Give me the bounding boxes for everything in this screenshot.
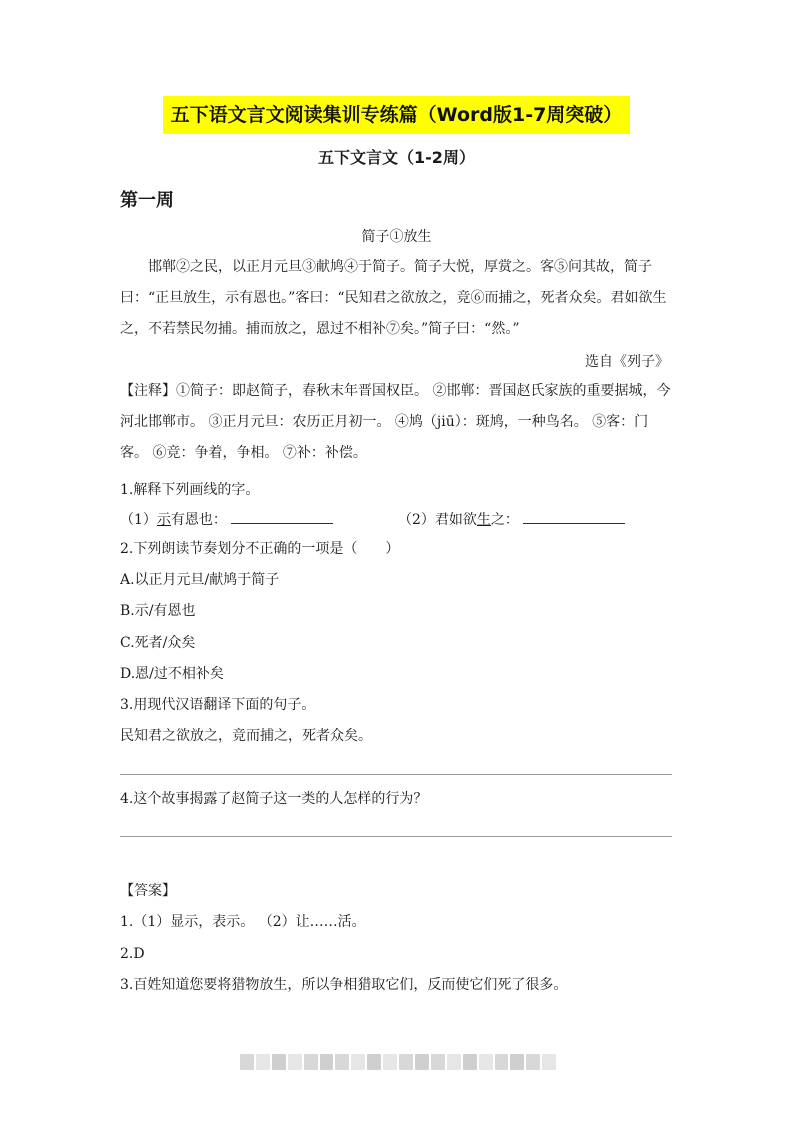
question-1-part-a [120,507,333,532]
q1b-prefix: （2）君如欲 [398,512,477,528]
document-title: 五下语文言文阅读集训专练篇（Word版1-7周突破） [163,96,631,134]
answer-line-3[interactable] [120,774,672,775]
answer-1: 1.（1）显示，表示。 （2）让……活。 [120,914,366,930]
week-heading: 第一周 [120,190,174,211]
question-2-option-d: D.恩/过不相补矣 [120,666,224,682]
question-2-prompt: 2.下列朗读节奏划分不正确的一项是（ ） [120,541,400,557]
passage-title: 简子①放生 [361,229,432,245]
q1a-underlined-char: 示 [156,512,171,528]
question-3-sentence: 民知君之欲放之，竞而捕之，死者众矣。 [120,728,372,744]
question-1-prompt: 1.解释下列画线的字。 [120,482,260,498]
document-subtitle: 五下文言文（1-2周） [318,148,475,167]
title-wrap [0,96,793,134]
answer-2: 2.D [120,946,145,962]
q1a-prefix: （1） [120,512,157,528]
answers-heading: 【答案】 [120,883,176,899]
notes-text: 【注释】①简子：即赵简子，春秋末年晋国权臣。 ②邯郸：晋国赵氏家族的重要据城，今河北邯郸市。 ③正月元旦：农历正月初一。 ④鸠（jiū）：斑鸠，一种鸟名。 ⑤客：门客。 ⑥竞：争着，争相。 ⑦补：补偿。 [120,383,671,461]
question-1-part-b [398,507,625,532]
passage-text: 邯郸②之民，以正月元旦③献鸠④于简子。简子大悦，厚赏之。客⑤问其故，简子曰：“正旦放生，示有恩也。”客曰：“民知君之欲放之，竞⑥而捕之，死者众矣。君如欲生之，不若禁民勿捕。捕而放之，恩过不相补⑦矣。”简子曰：“然。” [120,259,667,337]
blurred-footer-watermark [240,1054,556,1070]
question-2-option-b: B.示/有恩也 [120,603,196,619]
answer-line-4[interactable] [120,836,672,837]
q1b-underlined-char: 生 [476,512,491,528]
q1b-answer-blank[interactable] [523,507,625,524]
question-4-prompt: 4.这个故事揭露了赵简子这一类的人怎样的行为？ [120,791,428,807]
q1a-suffix: 有恩也： [170,512,227,528]
question-2-option-c: C.死者/众矣 [120,635,196,651]
answer-3: 3.百姓知道您要将猎物放生，所以争相猎取它们，反而使它们死了很多。 [120,977,568,993]
question-3-prompt: 3.用现代汉语翻译下面的句子。 [120,697,316,713]
question-2-option-a: A.以正月元旦/献鸠于简子 [120,572,280,588]
q1a-answer-blank[interactable] [231,507,333,524]
q1b-suffix: 之： [490,512,519,528]
passage-source: 选自《列子》 [585,354,669,370]
